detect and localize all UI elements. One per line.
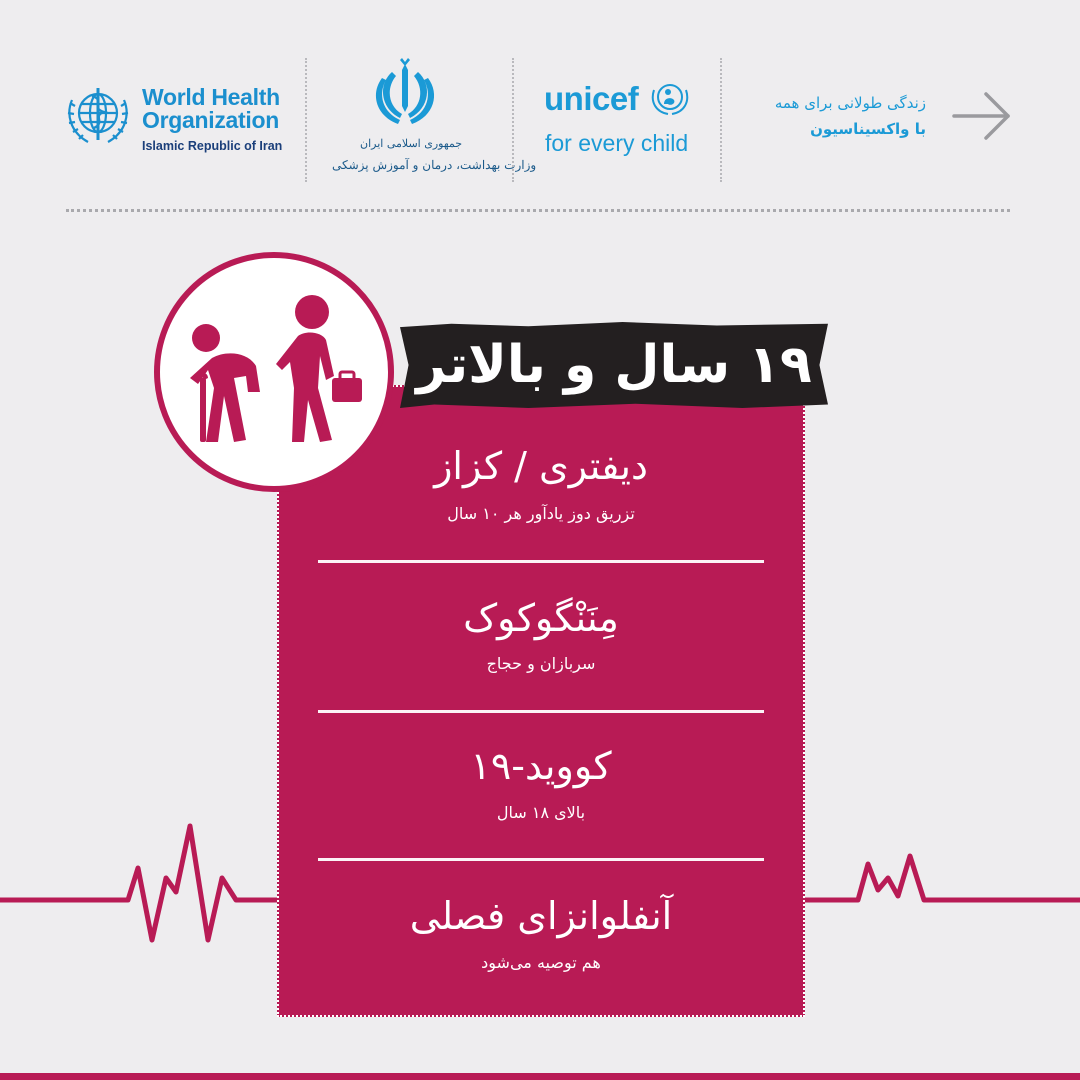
elderly-people-icon [186,292,364,448]
separator [305,58,307,182]
bottom-accent-bar [0,1073,1080,1080]
slogan-line2: با واکسیناسیون [810,120,926,138]
who-subtitle: Islamic Republic of Iran [142,139,283,153]
arrow-right-icon[interactable] [950,88,1014,144]
vaccine-note: بالای ۱۸ سال [496,803,586,822]
item-divider [318,858,764,861]
unicef-emblem-icon [650,80,690,116]
vaccine-note: هم توصیه می‌شود [481,953,601,972]
item-divider [318,560,764,563]
vaccine-title: آنفلوانزای فصلی [409,894,673,938]
who-logo-text [142,86,282,153]
separator [512,58,514,182]
unicef-wordmark: unicef [544,80,639,117]
iran-emblem-icon [370,58,440,130]
item-divider [318,710,764,713]
who-emblem-icon [62,82,134,150]
vaccine-note: تزریق دوز یادآور هر ۱۰ سال [447,504,635,523]
header-divider [66,209,1010,212]
vaccine-title: دیفتری / کزاز [434,444,648,488]
unicef-tagline: for every child [545,130,689,156]
iran-country-name: جمهوری اسلامی ایران [360,137,463,150]
who-name-line1: World Health [142,84,280,110]
separator [720,58,722,182]
vaccine-note: سربازان و حجاج [486,654,596,673]
slogan-line1: زندگی طولانی برای همه [774,94,926,112]
vaccine-title: مِنَنْگوکوک [463,596,619,640]
vaccine-title: کووید-۱۹ [470,744,612,788]
iran-ministry-name: وزارت بهداشت، درمان و آموزش پزشکی [332,158,537,172]
age-banner-title: ۱۹ سال و بالاتر [416,335,812,395]
who-name-line2: Organization [142,107,279,133]
